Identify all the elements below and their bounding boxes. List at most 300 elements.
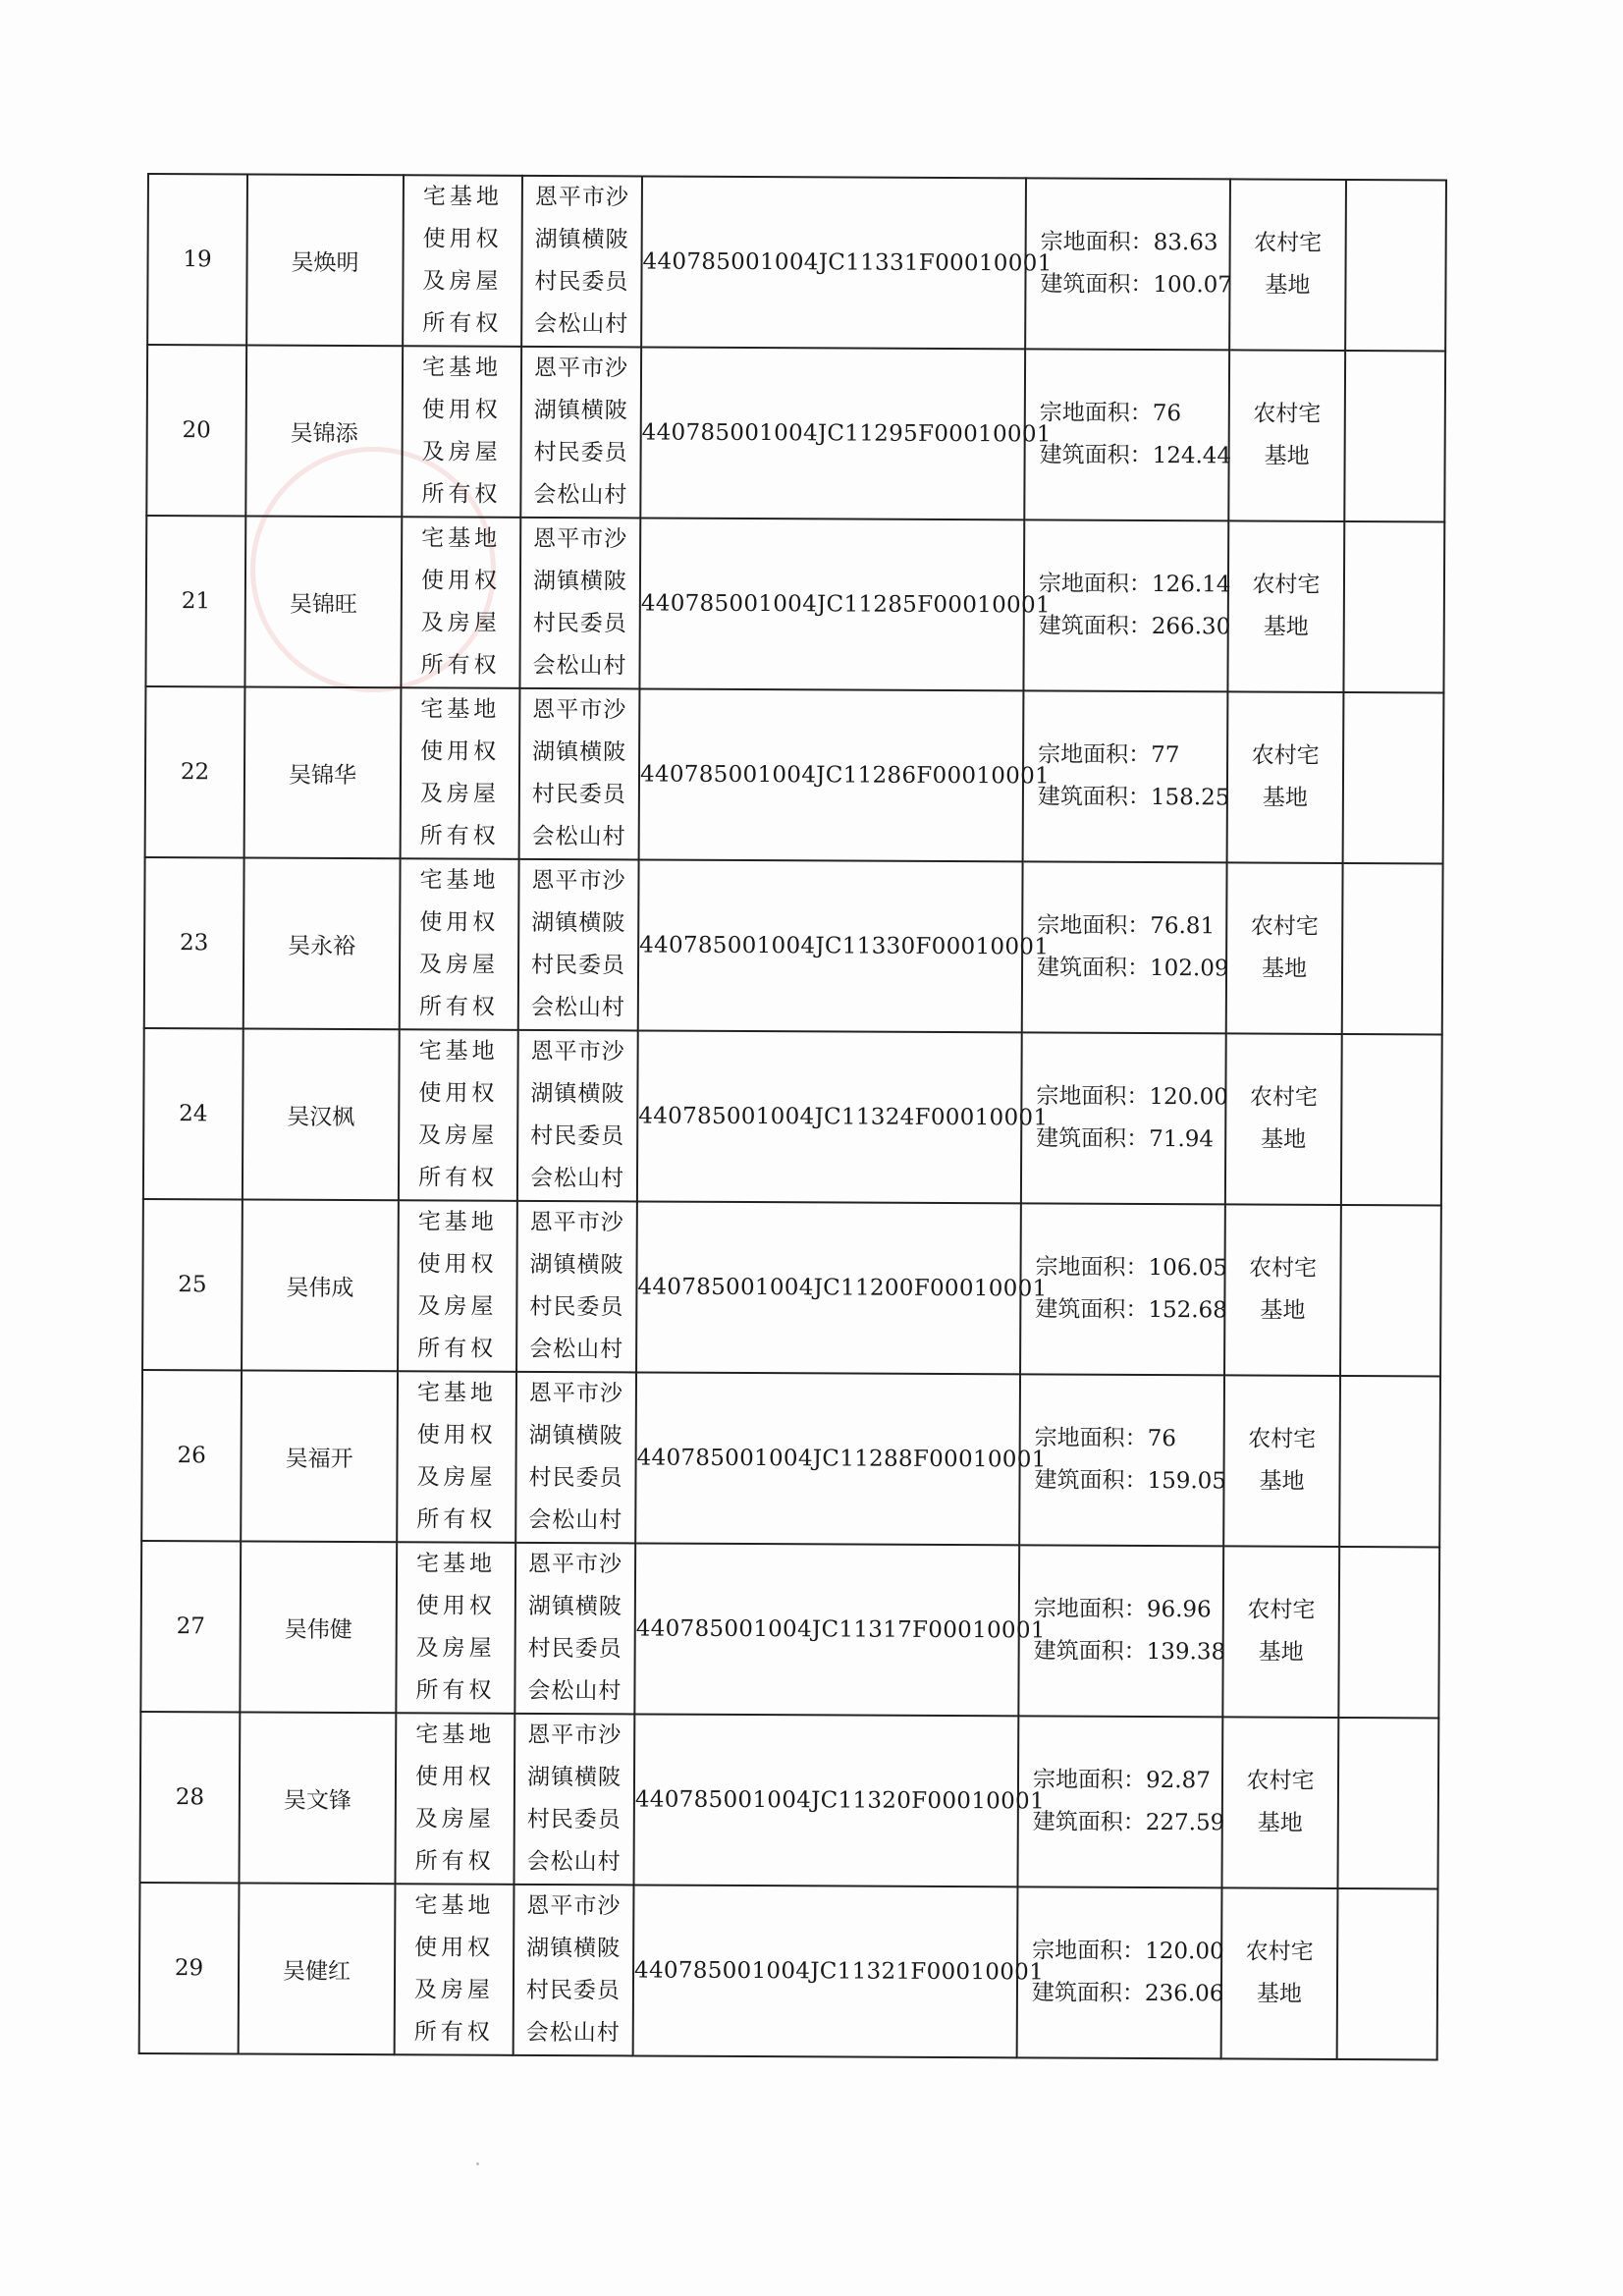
location-line: 恩平市沙 <box>534 184 629 211</box>
owner-name-cell: 吴汉枫 <box>243 1028 400 1200</box>
unit-code-cell: 440785001004JC11286F00010001 <box>639 688 1024 861</box>
remarks-cell <box>1345 180 1446 351</box>
location-cell <box>515 1372 636 1544</box>
land-area-line <box>1035 1246 1227 1289</box>
area-cell <box>1020 1203 1228 1375</box>
unit-code-cell: 440785001004JC11330F00010001 <box>638 859 1023 1032</box>
right-type-line: 所有权 <box>422 310 503 337</box>
right-type-line: 宅基地 <box>414 1892 495 1919</box>
area-cell <box>1019 1374 1227 1546</box>
right-type-line: 及房屋 <box>419 781 500 807</box>
location-lines <box>517 1202 636 1372</box>
unit-code-cell: 440785001004JC11295F00010001 <box>640 347 1025 519</box>
row-number-cell: 26 <box>141 1370 242 1541</box>
land-area-value: 76 <box>1147 1425 1177 1452</box>
right-type-cell <box>395 1713 514 1885</box>
table-row <box>144 857 1443 1034</box>
right-type-line: 宅基地 <box>415 1722 496 1748</box>
land-use-lines <box>1228 735 1342 820</box>
right-type-cell <box>397 1371 516 1543</box>
table-row <box>139 1883 1438 2059</box>
location-line: 恩平市沙 <box>529 1209 624 1236</box>
location-line: 会松山村 <box>528 1506 623 1534</box>
row-number-cell: 21 <box>145 516 245 686</box>
location-line: 会松山村 <box>529 1165 625 1192</box>
land-use-line: 基地 <box>1261 956 1308 982</box>
right-type-line: 宅基地 <box>417 1209 498 1235</box>
building-area-value: 124.44 <box>1152 443 1232 469</box>
land-use-lines <box>1230 222 1344 307</box>
right-type-line: 及房屋 <box>420 610 501 636</box>
unit-code-cell: 440785001004JC11317F00010001 <box>634 1543 1019 1716</box>
land-use-lines <box>1222 1931 1336 2016</box>
right-type-lines <box>399 1201 516 1371</box>
building-area-line <box>1034 1630 1226 1673</box>
right-type-lines <box>396 1885 514 2054</box>
land-area-value: 120.00 <box>1145 1938 1224 1965</box>
land-use-line: 农村宅 <box>1254 230 1323 256</box>
right-type-lines <box>396 1714 514 1884</box>
right-type-lines <box>401 859 518 1029</box>
right-type-line: 所有权 <box>415 1677 496 1704</box>
land-area-value: 76.81 <box>1150 913 1216 940</box>
table-row <box>139 1712 1438 1888</box>
land-use-lines <box>1226 1076 1340 1162</box>
building-area-value: 100.07 <box>1153 272 1233 299</box>
building-area-label: 建筑面积： <box>1032 1809 1146 1835</box>
location-line: 恩平市沙 <box>527 1722 622 1749</box>
land-area-line <box>1035 1417 1176 1460</box>
location-cell <box>514 1714 634 1886</box>
table-row <box>142 1199 1441 1376</box>
location-line: 恩平市沙 <box>530 1038 625 1066</box>
location-line: 村民委员 <box>532 610 627 637</box>
owner-name-cell: 吴锦旺 <box>244 516 402 687</box>
area-cell <box>1025 178 1233 350</box>
land-area-label: 宗地面积： <box>1040 229 1154 256</box>
table-row <box>141 1370 1440 1547</box>
right-type-lines <box>400 1030 517 1200</box>
row-number-cell: 24 <box>143 1028 243 1199</box>
right-type-line: 及房屋 <box>421 439 502 465</box>
right-type-line: 及房屋 <box>417 1293 498 1320</box>
location-lines <box>519 860 638 1030</box>
location-line: 湖镇横陂 <box>528 1422 623 1449</box>
land-area-label: 宗地面积： <box>1033 1596 1147 1622</box>
land-use-line: 农村宅 <box>1248 1255 1318 1282</box>
owner-name-cell: 吴健红 <box>239 1883 396 2054</box>
land-area-label: 宗地面积： <box>1037 912 1151 939</box>
remarks-cell <box>1344 351 1445 521</box>
location-line: 湖镇横陂 <box>527 1593 622 1620</box>
land-use-line: 农村宅 <box>1253 401 1322 427</box>
location-line: 村民委员 <box>525 1977 622 2004</box>
land-use-lines <box>1229 393 1343 478</box>
right-type-line: 所有权 <box>418 994 499 1020</box>
location-line: 湖镇横陂 <box>533 397 628 424</box>
land-use-line: 农村宅 <box>1245 1939 1314 1965</box>
land-area-label: 宗地面积： <box>1036 1083 1150 1110</box>
land-use-cell <box>1227 520 1344 692</box>
land-use-line: 农村宅 <box>1248 1426 1317 1452</box>
location-line: 恩平市沙 <box>533 525 628 553</box>
land-use-cell <box>1224 1204 1341 1376</box>
right-type-line: 所有权 <box>419 823 500 849</box>
table-row <box>143 1028 1442 1205</box>
location-cell <box>518 859 639 1031</box>
location-line: 恩平市沙 <box>532 696 627 724</box>
right-type-cell <box>400 858 519 1030</box>
owner-name-cell: 吴文锋 <box>239 1712 396 1884</box>
right-type-line: 宅基地 <box>421 525 502 552</box>
remarks-cell <box>1342 863 1443 1034</box>
remarks-cell <box>1341 1034 1442 1205</box>
land-use-line: 基地 <box>1257 1810 1303 1836</box>
building-area-label: 建筑面积： <box>1039 442 1153 469</box>
land-use-line: 基地 <box>1262 785 1308 811</box>
right-type-cell <box>399 1029 518 1201</box>
building-area-label: 建筑面积： <box>1037 784 1151 811</box>
location-line: 湖镇横陂 <box>531 909 626 937</box>
area-cell <box>1023 690 1228 862</box>
location-line: 会松山村 <box>531 823 626 850</box>
area-lines <box>1024 734 1230 819</box>
building-area-label: 建筑面积： <box>1038 613 1152 640</box>
area-cell <box>1022 861 1227 1033</box>
right-type-line: 宅基地 <box>422 184 503 210</box>
location-line: 村民委员 <box>530 952 626 979</box>
building-area-value: 102.09 <box>1149 955 1229 982</box>
land-area-value: 77 <box>1151 742 1180 769</box>
location-cell <box>519 518 640 689</box>
right-type-line: 及房屋 <box>414 1806 495 1832</box>
location-lines <box>516 1373 635 1543</box>
location-lines <box>521 348 640 518</box>
right-type-lines <box>398 1372 515 1542</box>
land-use-cell <box>1223 1375 1340 1547</box>
land-area-label: 宗地面积： <box>1032 1767 1147 1793</box>
land-use-lines <box>1223 1760 1337 1845</box>
building-area-value: 159.05 <box>1147 1467 1227 1495</box>
row-number-cell: 19 <box>147 174 247 345</box>
remarks-cell <box>1339 1376 1440 1547</box>
area-lines <box>1023 904 1229 990</box>
land-use-lines <box>1229 564 1343 649</box>
right-type-line: 及房屋 <box>413 1977 495 2003</box>
right-type-line: 及房屋 <box>415 1635 496 1662</box>
land-use-line: 基地 <box>1263 614 1309 640</box>
location-line: 会松山村 <box>525 2019 621 2047</box>
land-use-cell <box>1229 179 1346 351</box>
land-area-value: 92.87 <box>1145 1767 1211 1794</box>
land-area-line <box>1037 904 1215 948</box>
land-use-line: 基地 <box>1256 1981 1303 2007</box>
unit-code-cell: 440785001004JC11285F00010001 <box>639 518 1024 690</box>
location-line: 湖镇横陂 <box>532 568 628 595</box>
location-line: 恩平市沙 <box>526 1892 622 1920</box>
land-area-label: 宗地面积： <box>1038 571 1153 598</box>
table-row <box>145 516 1444 692</box>
building-area-line <box>1040 263 1232 306</box>
right-type-cell <box>396 1542 515 1714</box>
location-cell <box>516 1201 637 1373</box>
location-lines <box>522 177 641 347</box>
location-cell <box>521 176 642 348</box>
building-area-label: 建筑面积： <box>1036 955 1151 981</box>
right-type-line: 所有权 <box>413 2019 494 2046</box>
location-lines <box>515 1544 634 1714</box>
land-use-cell <box>1228 350 1345 521</box>
location-line: 村民委员 <box>526 1806 622 1833</box>
location-line: 会松山村 <box>530 994 625 1021</box>
right-type-line: 所有权 <box>414 1848 495 1875</box>
land-use-lines <box>1224 1418 1338 1503</box>
land-use-line: 基地 <box>1264 443 1310 469</box>
location-line: 湖镇横陂 <box>529 1251 624 1279</box>
location-line: 村民委员 <box>528 1464 623 1492</box>
land-use-lines <box>1224 1589 1338 1674</box>
right-type-line: 使用权 <box>414 1764 496 1790</box>
registration-table-body <box>139 174 1446 2059</box>
right-type-line: 使用权 <box>420 738 501 765</box>
right-type-lines <box>403 347 520 517</box>
location-lines <box>514 1886 633 2055</box>
right-type-line: 及房屋 <box>418 952 500 978</box>
location-line: 恩平市沙 <box>528 1551 623 1578</box>
right-type-cell <box>401 687 520 859</box>
right-type-lines <box>404 176 521 346</box>
unit-code-cell: 440785001004JC11321F00010001 <box>633 1885 1018 2057</box>
area-cell <box>1017 1716 1225 1887</box>
land-use-line: 农村宅 <box>1249 1084 1318 1111</box>
building-area-line <box>1039 605 1231 648</box>
building-area-value: 158.25 <box>1150 785 1230 811</box>
location-line: 恩平市沙 <box>533 355 629 382</box>
land-use-line: 基地 <box>1265 272 1311 299</box>
right-type-cell <box>402 346 521 518</box>
location-line: 湖镇横陂 <box>526 1935 622 1962</box>
right-type-line: 所有权 <box>417 1336 498 1362</box>
land-use-line: 基地 <box>1258 1639 1304 1666</box>
right-type-cell <box>395 1884 514 2055</box>
building-area-line <box>1037 947 1229 990</box>
remarks-cell <box>1343 521 1444 692</box>
right-type-line: 使用权 <box>420 568 502 594</box>
right-type-line: 使用权 <box>418 1080 499 1107</box>
land-area-value: 106.05 <box>1148 1254 1228 1282</box>
owner-name-cell: 吴永裕 <box>243 857 401 1029</box>
row-number-cell: 28 <box>139 1712 240 1883</box>
land-area-line <box>1039 563 1231 606</box>
land-area-line <box>1032 1930 1224 1973</box>
building-area-label: 建筑面积： <box>1033 1638 1147 1665</box>
location-line: 恩平市沙 <box>531 867 626 895</box>
land-area-line <box>1034 1588 1212 1631</box>
right-type-line: 及房屋 <box>422 268 503 295</box>
land-use-lines <box>1227 905 1341 991</box>
right-type-line: 及房屋 <box>418 1122 499 1149</box>
right-type-line: 使用权 <box>422 226 503 252</box>
location-lines <box>520 519 639 688</box>
owner-name-cell: 吴福开 <box>241 1370 398 1542</box>
row-number-cell: 25 <box>142 1199 243 1370</box>
right-type-line: 所有权 <box>421 481 502 508</box>
area-lines <box>1025 392 1232 477</box>
building-area-line <box>1038 776 1230 819</box>
location-line: 村民委员 <box>530 1122 625 1150</box>
area-lines <box>1025 563 1231 648</box>
land-use-cell <box>1227 691 1344 863</box>
building-area-value: 71.94 <box>1149 1125 1215 1153</box>
area-cell <box>1023 519 1231 691</box>
land-use-cell <box>1222 1546 1339 1718</box>
location-line: 村民委员 <box>531 781 626 808</box>
location-line: 村民委员 <box>534 268 629 296</box>
land-area-value: 120.00 <box>1149 1083 1228 1111</box>
location-line: 会松山村 <box>526 1848 622 1876</box>
location-cell <box>514 1543 635 1715</box>
land-area-value: 96.96 <box>1146 1596 1212 1623</box>
building-area-line <box>1033 1801 1225 1844</box>
area-lines <box>1026 221 1233 306</box>
land-area-line <box>1041 221 1218 264</box>
building-area-label: 建筑面积： <box>1035 1296 1149 1323</box>
area-lines <box>1020 1417 1227 1503</box>
right-type-line: 宅基地 <box>421 355 503 381</box>
building-area-line <box>1035 1288 1227 1332</box>
right-type-line: 使用权 <box>421 397 502 423</box>
right-type-line: 使用权 <box>417 1251 498 1278</box>
location-cell <box>519 688 640 860</box>
right-type-lines <box>397 1543 514 1713</box>
land-use-line: 农村宅 <box>1252 572 1321 598</box>
remarks-cell <box>1337 1888 1438 2059</box>
building-area-value: 152.68 <box>1148 1296 1227 1324</box>
land-area-value: 126.14 <box>1151 572 1231 598</box>
owner-name-cell: 吴锦华 <box>244 686 402 858</box>
land-area-value: 76 <box>1152 401 1182 427</box>
right-type-lines <box>402 688 519 858</box>
table-row <box>147 174 1446 351</box>
location-lines <box>514 1715 633 1885</box>
location-line: 湖镇横陂 <box>526 1764 622 1791</box>
right-type-line: 使用权 <box>419 909 500 936</box>
right-type-line: 宅基地 <box>416 1380 497 1406</box>
table-row <box>140 1541 1439 1718</box>
area-cell <box>1018 1545 1226 1717</box>
location-line: 村民委员 <box>529 1293 624 1321</box>
right-type-line: 宅基地 <box>420 696 501 723</box>
right-type-line: 及房屋 <box>416 1464 497 1491</box>
area-lines <box>1022 1075 1228 1161</box>
land-area-label: 宗地面积： <box>1035 1254 1149 1281</box>
row-number-cell: 20 <box>146 345 246 516</box>
location-cell <box>520 347 641 519</box>
land-use-line: 基地 <box>1261 1126 1307 1153</box>
location-line: 会松山村 <box>533 481 628 509</box>
land-area-line <box>1040 392 1181 435</box>
location-line: 会松山村 <box>534 310 629 338</box>
row-number-cell: 27 <box>140 1541 241 1712</box>
land-area-label: 宗地面积： <box>1034 1425 1148 1451</box>
owner-name-cell: 吴锦添 <box>245 345 403 517</box>
area-lines <box>1020 1588 1226 1673</box>
building-area-value: 236.06 <box>1144 1980 1224 2007</box>
area-cell <box>1024 349 1232 520</box>
land-use-line: 基地 <box>1260 1297 1306 1324</box>
land-use-cell <box>1225 1033 1342 1205</box>
land-use-line: 农村宅 <box>1246 1768 1315 1794</box>
building-area-value: 266.30 <box>1151 614 1231 640</box>
right-type-line: 宅基地 <box>418 1038 499 1065</box>
land-use-lines <box>1225 1247 1339 1333</box>
right-type-cell <box>403 175 522 347</box>
building-area-line <box>1036 1118 1214 1161</box>
building-area-label: 建筑面积： <box>1040 271 1154 299</box>
location-line: 会松山村 <box>529 1336 624 1363</box>
location-cell <box>517 1030 638 1202</box>
land-area-line <box>1038 734 1179 777</box>
location-line: 湖镇横陂 <box>534 226 629 253</box>
right-type-line: 所有权 <box>416 1506 497 1533</box>
table-row <box>145 686 1444 863</box>
location-cell <box>514 1885 634 2056</box>
land-use-line: 农村宅 <box>1251 742 1320 769</box>
location-line: 湖镇横陂 <box>530 1080 625 1108</box>
location-lines <box>520 689 639 859</box>
row-number-cell: 23 <box>144 857 244 1028</box>
land-use-cell <box>1221 1717 1338 1888</box>
building-area-line <box>1032 1972 1224 2015</box>
land-use-line: 农村宅 <box>1250 913 1319 940</box>
building-area-value: 227.59 <box>1145 1809 1225 1836</box>
right-type-line: 所有权 <box>417 1165 499 1191</box>
scan-speck <box>476 2162 479 2165</box>
location-line: 村民委员 <box>527 1635 622 1663</box>
land-area-line <box>1036 1075 1228 1119</box>
building-area-value: 139.38 <box>1146 1638 1226 1666</box>
unit-code-cell: 440785001004JC11288F00010001 <box>635 1372 1020 1545</box>
remarks-cell <box>1338 1547 1439 1718</box>
building-area-label: 建筑面积： <box>1031 1980 1146 2006</box>
area-lines <box>1019 1759 1225 1844</box>
land-area-label: 宗地面积： <box>1038 741 1152 769</box>
area-lines <box>1021 1246 1228 1332</box>
building-area-line <box>1039 434 1231 477</box>
row-number-cell: 22 <box>145 686 245 857</box>
right-type-line: 使用权 <box>416 1422 497 1449</box>
right-type-line: 所有权 <box>420 652 501 679</box>
owner-name-cell: 吴伟成 <box>242 1199 399 1371</box>
remarks-cell <box>1337 1718 1438 1888</box>
land-use-line: 农村宅 <box>1247 1597 1316 1623</box>
right-type-line: 宅基地 <box>419 867 500 894</box>
unit-code-cell: 440785001004JC11320F00010001 <box>633 1714 1018 1886</box>
land-use-cell <box>1226 862 1343 1034</box>
land-use-line: 基地 <box>1259 1468 1305 1495</box>
owner-name-cell: 吴焕明 <box>246 174 404 346</box>
unit-code-cell: 440785001004JC11331F00010001 <box>641 176 1026 349</box>
building-area-label: 建筑面积： <box>1036 1125 1150 1152</box>
location-line: 会松山村 <box>532 652 627 680</box>
land-area-label: 宗地面积： <box>1032 1938 1146 1964</box>
area-cell <box>1021 1032 1226 1204</box>
owner-name-cell: 吴伟健 <box>240 1541 397 1713</box>
land-use-cell <box>1221 1887 1338 2059</box>
remarks-cell <box>1340 1205 1441 1376</box>
location-line: 恩平市沙 <box>528 1380 623 1407</box>
right-type-cell <box>401 517 520 688</box>
